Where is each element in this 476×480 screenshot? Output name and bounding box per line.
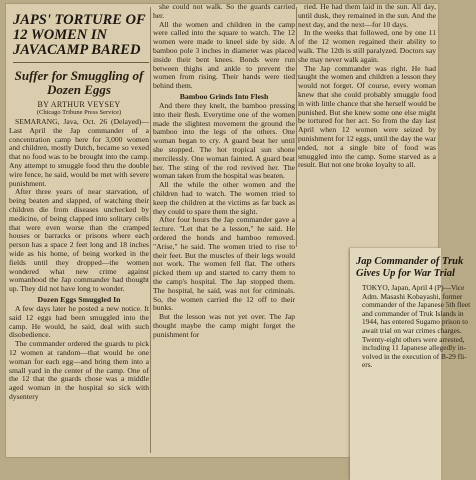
body-line: Twenty-eight others were arrested, [362, 334, 465, 344]
crosshead: Bamboo Grinds Into Flesh [179, 91, 269, 101]
body-line: including 11 Japanese allegedly in- [362, 343, 466, 353]
paragraph: she could not walk. So the guards carried her. [153, 2, 295, 20]
body-line: Adm. Masashi Kobayashi, former [362, 291, 463, 301]
paragraph: SEMARANG, Java, Oct. 26 (Delayed)—Last April the Jap commander of a concentration camp here for 3,000 women and children, mostly Dutch, became so vexed that no food was to be brought into the camp. Any attempt to smuggle food thru the double wire fence, he said, would be met with severe punishment. [9, 117, 149, 188]
crosshead: Dozen Eggs Smuggled In [37, 294, 121, 304]
second-headline [356, 256, 464, 280]
second-headline-line2: Gives Up for War Trial [356, 268, 455, 279]
column-rule [296, 7, 297, 247]
second-body [356, 284, 476, 370]
paragraph: The commander ordered the guards to pick 12 women at random—that would be one woman for each egg—and bring them into a small yard in the center of the camp. One of the 12 that the guards chose was a middle aged woman in the hospital so sick with dysentery [9, 339, 149, 401]
paragraph: After three years of near starvation, of being beaten and slapped, of watching their children die from diseases unchecked by medicine, of being clapped into solitary cells that were even worse than the cramped houses or barracks or prisons where each person has a space 2 feet long and 18 inches wide as his home, of being worked in the fields until they dropped—the women wondered what new crime against womanhood the Jap commander had thought up. They did not have long to wonder. [9, 187, 149, 294]
body-line: and commander of Truk Islands in [362, 308, 464, 318]
body-line: TOKYO, Japan, April 4 (P)—Vice [362, 283, 465, 292]
subheadline: Suffer for Smuggling of Dozen Eggs [14, 68, 144, 97]
paragraph: In the weeks that followed, one by one 11 of the 12 women regained their ability to walk. The 12th is still paralyzed. Doctors say she may never walk again. [298, 28, 436, 64]
column-2 [153, 3, 295, 455]
column-1 [9, 5, 149, 455]
paragraph: ried. He had them laid in the sun. All day, until dusk, they remained in the sun. And the next day, and the next—for 10 days. [298, 2, 436, 29]
column-rule [150, 7, 151, 453]
body-line: commander of the Japanese 5th fleet [362, 300, 471, 310]
press-credit: (Chicago Tribune Press Service) [36, 109, 122, 116]
paragraph: After four hours the Jap commander gave a lecture. "Let that be a lesson," he said. He ordered the bonds and bamboo removed. "Arise," he said. The women tried to rise to their feet. But the muscles of their legs would not work. The women fell flat. The others picked them up and started to carry them to the camp's hospital. The Jap stopped them. The hospital, he said, was not for criminals. So, the women carried the 12 off to their bunks. [153, 215, 295, 313]
body-line: await trial on war crimes charges. [362, 325, 462, 335]
byline: BY ARTHUR VEYSEY [37, 100, 121, 109]
body-line: 1944, has entered Sugamo prison to [362, 317, 468, 327]
paragraph: A few days later he posted a new notice. It said 12 eggs had been smuggled into the camp. He would, he said, deal with such disobedience. [9, 303, 149, 340]
body-line: ers. [362, 360, 373, 370]
column-3 [298, 3, 436, 253]
second-clipping [350, 248, 471, 480]
headline: JAPS' TORTURE OF 12 WOMEN IN JAVACAMP BARED [13, 13, 149, 63]
paragraph: All the while the other women and the children had to watch. The women tried to keep the children at the victims as far back as they could to spare them the sight. [153, 180, 295, 216]
body-line: volved in the execution of B-29 fli- [362, 351, 467, 361]
second-headline-line1: Jap Commander of Truk [356, 256, 464, 267]
paragraph: The Jap commander was right. He had taught the women and children a lesson they would not forget. Of course, every woman knew that she could probably smuggle food in with little chance that she herself would be punished. But she knew some one else might be tortured for her act. So from the day last April when 12 women were seized by punishment for 12 eggs, until the day the war ended, not a single bite of food was smuggled into the camp. Some starved as a result. But not one broke loyalty to all. [298, 63, 436, 170]
paragraph: But the lesson was not yet over. The Jap thought maybe the camp might forget the punishment for [153, 312, 295, 339]
paragraph: And there they knelt, the bamboo pressing into their flesh. Everytime one of the women made the slightest movement the ground the bamboo into the legs of the others. One woman began to cry. A guard beat her until she stopped. The hot tropical sun shone mercilessly. One woman fainted. A guard beat her. The sting of the rod revived her. The woman taken from the hospital was beaten. [153, 100, 295, 181]
paragraph: All the women and children in the camp were called into the square to watch. The 12 women were made to kneel side by side. A bamboo pole 3 inches in diameter was placed inside their bent knees. Bonds were run between thighs and ankle to prevent the women from rising. Their hands were tied behind them. [153, 19, 295, 91]
